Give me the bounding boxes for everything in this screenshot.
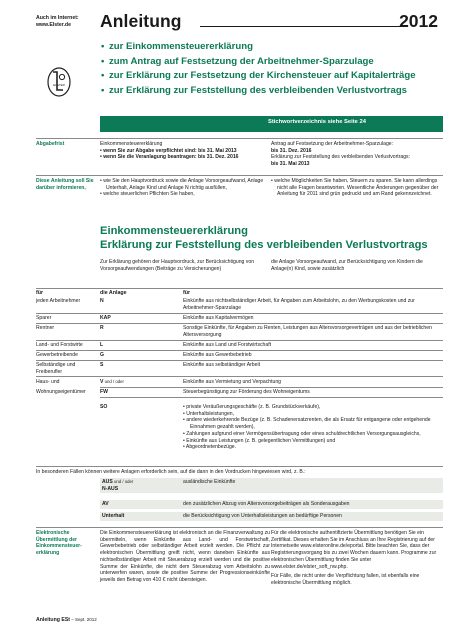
annex-row [100,478,443,493]
annex-form-code: N-AUS [102,485,119,492]
abgabefrist-text: Antrag auf Festsetzung der Arbeitnehmer-Sparzulage: [271,141,394,147]
purpose-left [100,178,270,198]
so-income-item: • Einkünfte aus Leistungen (z. B. gelegentlichen Vermittlungen) und [183,437,336,444]
row-desc: Einkünfte aus Kapitalvermögen [183,315,254,321]
row-form: SO [100,404,108,410]
row-desc: Sonstige Einkünfte, für Angaben zu Renten, Leistungen aus Altersvorsorgeverträgen und aus der betrieblichen Altersversorgung [183,325,432,338]
row-who: Gewerbetreibende [36,352,78,358]
topic-item: • zur Erklärung zur Festsetzung der Kirchensteuer auf Kapitalerträge [101,69,441,84]
additional-note: In besonderen Fällen können weitere Anlagen erforderlich sein, auf die dann in den Vordrucken hingewiesen wird, z. B.: [36,469,306,475]
row-form: L [100,342,104,348]
so-income-item: • Unterhaltsleistungen, [183,410,235,417]
divider [36,323,443,324]
topic-list [101,40,441,99]
row-who: Rentner [36,325,55,331]
divider [36,175,443,176]
row-form: G [100,352,104,358]
section-title-line: Erklärung zur Feststellung des verbleibenden Verlustvortrags [100,239,428,251]
abgabefrist-text: Erklärung zur Feststellung des verbleibenden Verlustvortrags: [271,154,411,161]
elster-logo [47,66,71,97]
abgabefrist-deadline: bis 31. Dez. 2016 [271,147,312,154]
annex-form [102,479,133,492]
row-who: Haus- und [36,379,60,385]
section-intro-right: die Anlage Vorsorgeaufwand, zur Berücksichtigung von Kindern die Anlage(n) Kind, sowie zusätzlich [271,259,423,272]
so-income-list [183,404,443,451]
row-desc: Einkünfte aus Land und Forstwirtschaft [183,342,272,348]
footer-title: Anleitung ESt [36,617,71,623]
divider [36,340,443,341]
divider [36,466,443,467]
purpose-item: • welche Möglichkeiten Sie haben, Steuern zu sparen. Sie kann allerdings nicht alle Fragen beantworten. Wesentliche Änderungen gegenüber der Anleitung für 2011 sind grün gedruckt und am Rand gekennzeichnet. [271,178,439,198]
so-income-item: • private Veräußerungsgeschäfte (z. B. Grundstückverkäufe), [183,404,321,410]
so-income-item: • Abgeordnetenbezüge. [183,444,237,451]
annex-form-connector: und / oder [112,479,134,484]
abgabefrist-text: Einkommensteuererklärung [100,141,163,147]
logo-text: ELSTER [53,83,65,87]
annex-desc: ausländische Einkünfte [183,479,236,485]
purpose-item: • welche steuerlichen Pflichten Sie haben, [100,191,195,198]
so-income-item: • andere wiederkehrende Bezüge (z. B. Schadenersatzrenten, die als Ersatz für entgangene oder entgehende Einnahmen gezahlt werden), [183,417,431,431]
purpose-item: • wie Sie den Hauptvordruck sowie die Anlage Vorsorgeaufwand, Anlage Unterhalt, Anlage Kind und Anlage N richtig ausfüllen, [100,178,264,191]
topic-item: • zur Einkommensteuererklärung [101,40,441,55]
divider [36,527,443,528]
topic-item: • zum Antrag auf Festsetzung der Arbeitnehmer-Sparzulage [101,55,441,70]
row-form [100,379,180,386]
electronic-paragraph: Für die elektronische authentifizierte Übermittlung benötigen Sie ein Zertifikat. Dieses erhalten Sie im Anschluss an Ihre Registrierung auf der Internetseite www.elsteronline.de/eportal. Bitte beachten Sie, dass der Registrierungsvorgang bis zu zwei Wochen dauern kann. Programme zur elektronischen Übermittlung finden Sie unter www.elster.de/elster_soft_nw.php. [271,530,437,570]
electronic-paragraph: Für Fälle, die nicht unter die Verpflichtung fallen, ist ebenfalls eine elektronische Übermittlung möglich. [271,573,420,586]
divider [36,138,443,139]
divider [36,360,443,361]
row-desc: Einkünfte aus Vermietung und Verpachtung [183,379,281,385]
section-intro-left: Zur Erklärung gehören der Hauptvordruck, zur Berücksichtigung von Vorsorgeaufwendungen (Beiträge zu Versicherungen) [100,259,255,272]
table-header-form: die Anlage [100,290,127,296]
abgabefrist-deadline: • wenn Sie die Veranlagung beantragen: bis 31. Dez. 2016 [100,154,239,161]
row-form: KAP [100,315,111,321]
keyword-index-text[interactable]: Stichwortverzeichnis siehe Seite 24 [268,119,366,125]
row-desc: Steuerbegünstigung zur Förderung des Wohneigentums [183,389,310,395]
title-rule [200,26,402,27]
internet-notice [36,15,96,29]
page-title: Anleitung [100,11,182,31]
row-who: Sparer [36,315,52,321]
topic-item: • zur Erklärung zur Feststellung des verbleibenden Verlustvortrags [101,84,441,99]
abgabefrist-label: Abgabefrist [36,141,65,147]
annex-row [100,500,443,509]
annex-row [100,512,443,521]
so-income-item: • Zahlungen aufgrund einer Vermögensübertragung oder eines schuldrechtlichen Versorgungsausgleichs, [183,430,421,437]
row-who: Wohnungseigentümer [36,389,86,395]
title-row [100,11,438,33]
section-title-line: Einkommensteuererklärung [100,225,248,237]
purpose-right [271,178,443,198]
annex-desc: die Berücksichtigung von Unterhaltsleistungen an bedürftige Personen [183,513,342,519]
row-who: Selbständige und Freiberufler [36,362,76,375]
abgabefrist-deadline: • wenn Sie zur Abgabe verpflichtet sind: bis 31. Mai 2013 [100,147,237,154]
abgabefrist-deadline: bis 31. Mai 2013 [271,161,310,168]
divider [36,350,443,351]
row-form: S [100,362,104,368]
annex-desc: den zusätzlichen Abzug von Altersvorsorgebeiträgen als Sonderausgaben [183,501,350,507]
annex-form: Unterhalt [102,513,125,519]
divider [100,387,443,388]
annex-form: AV [102,501,109,507]
table-header-for: für [183,290,191,296]
electronic-label: Elektronische Übermittlung der Einkommensteuererklärung [36,530,82,557]
electronic-right [271,530,443,587]
abgabefrist-right [271,141,443,168]
row-form-connector: und / oder [103,379,124,384]
title-year: 2012 [399,11,438,31]
footer-date: – Sept. 2012 [70,617,97,622]
row-form: FW [100,389,108,395]
purpose-label: Diese Anleitung soll Sie darüber informieren, [36,178,94,191]
row-form: N [100,298,104,304]
abgabefrist-left [100,141,270,161]
table-header-for: für [36,290,44,296]
section-heading [100,224,445,252]
row-who: Land- und Forstwirte [36,342,83,348]
page-footer [36,617,97,623]
row-desc: Einkünfte aus Gewerbebetrieb [183,352,252,358]
row-desc: Einkünfte aus nichtselbständiger Arbeit, für Angaben zum Arbeitslohn, zu den Werbungskosten und zur Arbeitnehmer-Sparzulage [183,298,415,311]
divider [36,313,443,314]
row-form-code: V [100,379,104,385]
keyword-index-banner [100,116,443,132]
divider [36,376,443,377]
divider [36,288,443,289]
divider [100,397,443,398]
row-desc: Einkünfte aus selbständiger Arbeit [183,362,261,368]
internet-notice-url[interactable]: www.Elster.de [36,22,71,28]
electronic-left: Die Einkommensteuererklärung ist elektronisch an die Finanzverwaltung zu übermitteln, wenn Einkünfte aus Land- und Forstwirtschaft, Gewerbebetrieb oder selbständiger Arbeit erzielt werden. Die Pflicht zur elektronischen Übermittlung greift nicht, wenn daneben Einkünfte aus nichtselbständiger Arbeit mit Steuerabzug erzielt werden und die positive Summe der Einkünfte, die nicht dem Steuerabzug vom Arbeitslohn zu unterwerfen waren, sowie die positive Summe der Progressionseinkünfte jeweils den Betrag von 410 € nicht übersteigen. [100,530,270,583]
internet-notice-label: Auch im Internet: [36,15,79,21]
row-who: jeden Arbeitnehmer [36,298,81,304]
annex-form-code: AUS [102,479,113,485]
row-form: R [100,325,104,331]
